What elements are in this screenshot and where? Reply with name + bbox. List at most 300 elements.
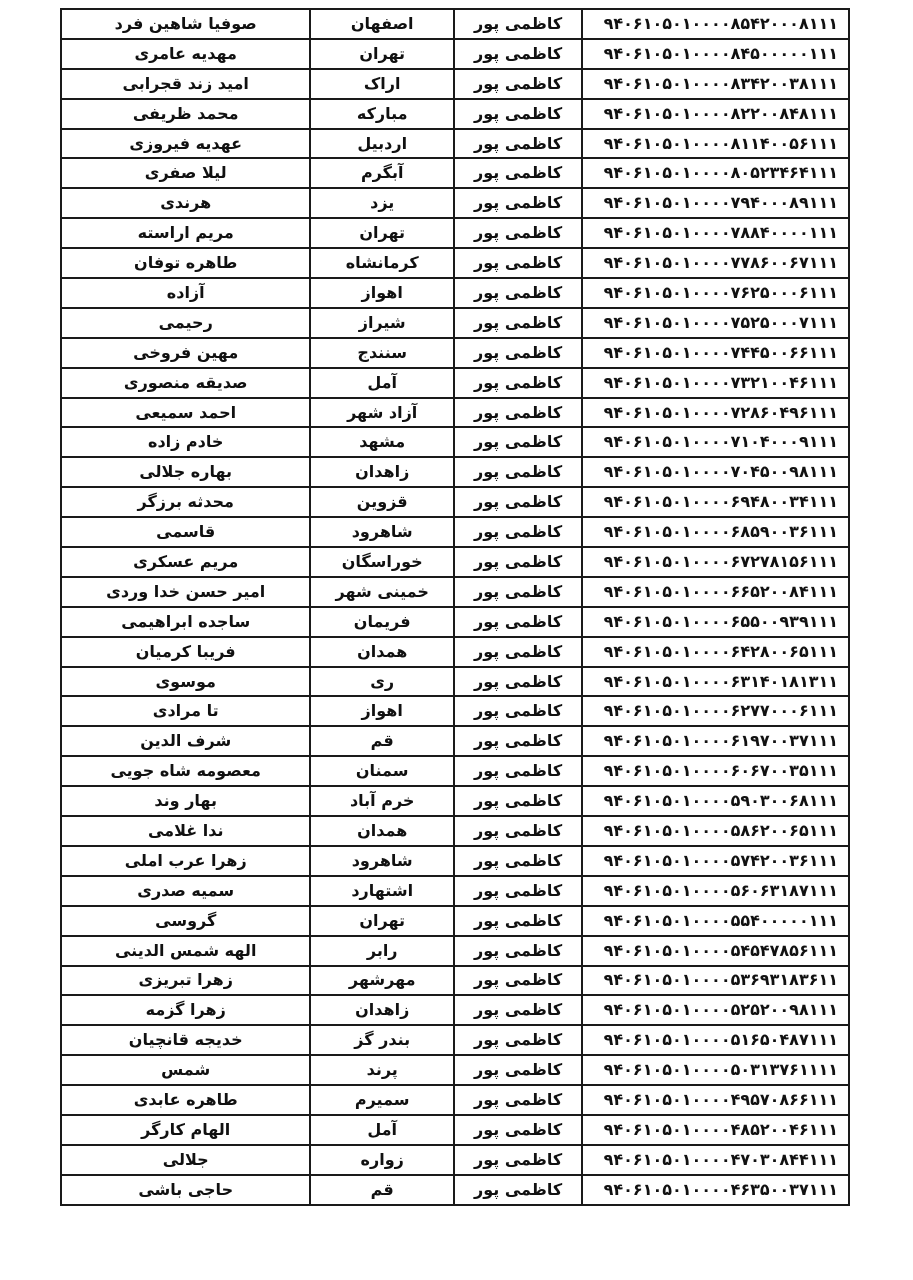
city-cell [310,69,454,99]
table-row [61,308,849,338]
city-cell [310,577,454,607]
city-cell [310,547,454,577]
city-cell [310,846,454,876]
city-cell [310,188,454,218]
city-cell [310,906,454,936]
family-name-text: کاظمی پور [474,611,563,631]
name-text: شرف الدین [140,731,232,751]
family-name-text: کاظمی پور [474,1119,563,1139]
iban-text: ۹۴۰۶۱۰۵۰۱۰۰۰۰۶۷۲۷۸۱۵۶۱۱۱ [603,551,838,571]
family-name-text: کاظمی پور [474,43,563,63]
name-cell [61,547,310,577]
table-row [61,248,849,278]
family-name-text: کاظمی پور [474,372,563,392]
iban-text: ۹۴۰۶۱۰۵۰۱۰۰۰۰۶۰۶۷۰۰۳۵۱۱۱ [603,761,838,781]
name-text: مهین فروخی [133,342,239,362]
family-name-cell [454,667,582,697]
name-cell [61,457,310,487]
city-text: سنندج [357,342,407,362]
city-text: قم [370,1179,394,1199]
family-name-cell [454,1145,582,1175]
city-cell [310,786,454,816]
family-name-text: کاظمی پور [474,193,563,213]
city-cell [310,936,454,966]
city-text: اهواز [361,282,403,302]
table-row [61,1145,849,1175]
family-name-cell [454,487,582,517]
iban-cell [582,995,849,1025]
name-text: احمد سمیعی [135,402,237,422]
city-text: آزاد شهر [347,402,418,422]
table-row [61,457,849,487]
city-cell [310,129,454,159]
family-name-cell [454,158,582,188]
family-name-text: کاظمی پور [474,551,563,571]
family-name-cell [454,1025,582,1055]
table-row [61,607,849,637]
family-name-text: کاظمی پور [474,1149,563,1169]
iban-text: ۹۴۰۶۱۰۵۰۱۰۰۰۰۶۸۵۹۰۰۳۶۱۱۱ [603,522,838,542]
family-name-text: کاظمی پور [474,850,563,870]
family-name-cell [454,995,582,1025]
iban-cell [582,1175,849,1205]
city-text: رابر [366,940,398,960]
city-cell [310,607,454,637]
city-text: شاهرود [351,522,413,542]
city-cell [310,1145,454,1175]
family-name-text: کاظمی پور [474,820,563,840]
table-row [61,218,849,248]
city-text: زاهدان [355,1000,410,1020]
family-name-cell [454,876,582,906]
city-cell [310,99,454,129]
name-text: آزاده [166,282,205,302]
name-cell [61,487,310,517]
city-cell [310,218,454,248]
iban-text: ۹۴۰۶۱۰۵۰۱۰۰۰۰۶۲۷۷۰۰۰۶۱۱۱ [603,701,838,721]
name-text: بهاره جلالی [139,462,233,482]
table-row [61,1115,849,1145]
name-text: محدثه برزگر [137,492,234,512]
family-name-text: کاظمی پور [474,522,563,542]
name-cell [61,637,310,667]
city-cell [310,1055,454,1085]
family-name-text: کاظمی پور [474,940,563,960]
family-name-cell [454,846,582,876]
city-text: همدان [357,820,408,840]
table-row [61,278,849,308]
table-row [61,39,849,69]
iban-text: ۹۴۰۶۱۰۵۰۱۰۰۰۰۷۹۴۰۰۰۸۹۱۱۱ [603,193,838,213]
table-row [61,188,849,218]
name-text: مریم عسکری [133,551,239,571]
name-text: سمیه صدری [137,880,235,900]
family-name-cell [454,1055,582,1085]
city-text: مشهد [359,432,406,452]
table-row [61,1175,849,1205]
iban-cell [582,607,849,637]
iban-text: ۹۴۰۶۱۰۵۰۱۰۰۰۰۵۹۰۳۰۰۶۸۱۱۱ [603,791,838,811]
name-text: مریم اراسته [137,223,234,243]
family-name-cell [454,368,582,398]
name-cell [61,218,310,248]
iban-cell [582,846,849,876]
table-row [61,637,849,667]
family-name-cell [454,547,582,577]
table-row [61,995,849,1025]
iban-cell [582,517,849,547]
iban-cell [582,1025,849,1055]
family-name-text: کاظمی پور [474,253,563,273]
city-cell [310,726,454,756]
table-row [61,816,849,846]
name-cell [61,846,310,876]
family-name-cell [454,607,582,637]
family-name-cell [454,936,582,966]
family-name-cell [454,696,582,726]
family-name-cell [454,756,582,786]
iban-cell [582,188,849,218]
family-name-text: کاظمی پور [474,492,563,512]
city-text: فریمان [353,611,411,631]
table-row [61,99,849,129]
city-cell [310,966,454,996]
name-text: موسوی [155,671,216,691]
iban-cell [582,1085,849,1115]
name-cell [61,129,310,159]
name-cell [61,427,310,457]
name-text: خادم زاده [148,432,224,452]
city-cell [310,1115,454,1145]
iban-text: ۹۴۰۶۱۰۵۰۱۰۰۰۰۷۲۸۶۰۴۹۶۱۱۱ [603,402,838,422]
family-name-text: کاظمی پور [474,462,563,482]
iban-text: ۹۴۰۶۱۰۵۰۱۰۰۰۰۵۶۰۶۳۱۸۷۱۱۱ [603,880,838,900]
city-cell [310,398,454,428]
name-cell [61,248,310,278]
table-row [61,1055,849,1085]
table-row [61,846,849,876]
name-cell [61,1055,310,1085]
name-cell [61,1115,310,1145]
iban-text: ۹۴۰۶۱۰۵۰۱۰۰۰۰۷۷۸۶۰۰۶۷۱۱۱ [603,253,838,273]
name-text: مهدیه عامری [134,43,237,63]
city-text: تهران [359,910,406,930]
name-cell [61,1145,310,1175]
family-name-cell [454,39,582,69]
iban-cell [582,248,849,278]
city-cell [310,158,454,188]
name-text: الهام کارگر [141,1119,231,1139]
iban-text: ۹۴۰۶۱۰۵۰۱۰۰۰۰۷۰۴۵۰۰۹۸۱۱۱ [603,462,838,482]
city-text: مهرشهر [348,970,416,990]
family-name-cell [454,248,582,278]
table-row [61,786,849,816]
family-name-text: کاظمی پور [474,163,563,183]
iban-cell [582,547,849,577]
city-text: اشتهارد [351,880,414,900]
city-cell [310,487,454,517]
iban-text: ۹۴۰۶۱۰۵۰۱۰۰۰۰۷۱۰۴۰۰۰۹۱۱۱ [603,432,838,452]
name-text: رحیمی [158,312,213,332]
table-row [61,696,849,726]
name-cell [61,756,310,786]
iban-cell [582,726,849,756]
family-name-cell [454,1115,582,1145]
iban-cell [582,69,849,99]
name-cell [61,69,310,99]
iban-cell [582,9,849,39]
family-name-cell [454,427,582,457]
family-name-text: کاظمی پور [474,880,563,900]
family-name-cell [454,786,582,816]
city-cell [310,816,454,846]
table-row [61,427,849,457]
name-text: صدیقه منصوری [123,372,248,392]
iban-cell [582,876,849,906]
table-row [61,398,849,428]
iban-cell [582,936,849,966]
family-name-text: کاظمی پور [474,731,563,751]
iban-cell [582,966,849,996]
iban-cell [582,158,849,188]
name-text: فریبا کرمیان [135,641,236,661]
iban-cell [582,906,849,936]
city-text: سمنان [355,761,409,781]
family-name-text: کاظمی پور [474,1090,563,1109]
family-name-cell [454,816,582,846]
iban-text: ۹۴۰۶۱۰۵۰۱۰۰۰۰۶۴۲۸۰۰۶۵۱۱۱ [603,641,838,661]
family-name-cell [454,99,582,129]
table-row [61,9,849,39]
name-text: زهرا تبریزی [138,970,233,990]
family-name-text: کاظمی پور [474,641,563,661]
city-cell [310,338,454,368]
name-cell [61,338,310,368]
name-cell [61,398,310,428]
city-text: قم [370,731,394,751]
iban-cell [582,427,849,457]
iban-cell [582,667,849,697]
table-row [61,158,849,188]
table-row [61,906,849,936]
name-text: تا مرادی [152,701,219,721]
city-text: زواره [360,1149,404,1169]
city-text: قزوین [356,492,408,512]
iban-text: ۹۴۰۶۱۰۵۰۱۰۰۰۰۷۵۲۵۰۰۰۷۱۱۱ [603,312,838,332]
iban-text: ۹۴۰۶۱۰۵۰۱۰۰۰۰۵۵۴۰۰۰۰۰۱۱۱ [603,910,838,930]
family-name-text: کاظمی پور [474,133,563,153]
name-text: صوفیا شاهین فرد [114,13,257,33]
iban-text: ۹۴۰۶۱۰۵۰۱۰۰۰۰۶۳۱۴۰۱۸۱۳۱۱ [603,671,838,691]
family-name-cell [454,278,582,308]
city-text: پرند [366,1060,398,1080]
family-name-text: کاظمی پور [474,342,563,362]
city-text: اردبیل [357,133,408,153]
name-cell [61,726,310,756]
iban-text: ۹۴۰۶۱۰۵۰۱۰۰۰۰۷۸۸۴۰۰۰۰۱۱۱ [603,223,838,243]
name-cell [61,786,310,816]
city-text: اراک [363,73,401,93]
city-cell [310,756,454,786]
table-row [61,726,849,756]
family-name-text: کاظمی پور [474,910,563,930]
iban-text: ۹۴۰۶۱۰۵۰۱۰۰۰۰۶۶۵۲۰۰۸۴۱۱۱ [603,581,838,601]
name-text: ندا غلامی [147,820,224,840]
family-name-cell [454,398,582,428]
city-cell [310,995,454,1025]
name-text: محمد ظریفی [132,103,239,123]
city-text: اهواز [361,701,403,721]
name-text: لیلا صفری [144,163,227,183]
city-cell [310,248,454,278]
name-cell [61,158,310,188]
table-row [61,667,849,697]
city-cell [310,9,454,39]
name-cell [61,906,310,936]
city-text: آبگرم [360,163,404,183]
name-cell [61,816,310,846]
table-row [61,876,849,906]
name-text: طاهره توفان [134,253,238,273]
iban-cell [582,786,849,816]
city-cell [310,876,454,906]
family-name-text: کاظمی پور [474,1030,563,1050]
family-name-text: کاظمی پور [474,1000,563,1020]
iban-text: ۹۴۰۶۱۰۵۰۱۰۰۰۰۴۹۵۷۰۸۶۶۱۱۱ [603,1090,838,1109]
table-row [61,1025,849,1055]
table-row [61,338,849,368]
city-cell [310,1175,454,1205]
name-cell [61,99,310,129]
name-cell [61,667,310,697]
name-text: معصومه شاه جویی [110,761,261,781]
iban-text: ۹۴۰۶۱۰۵۰۱۰۰۰۰۷۳۲۱۰۰۴۶۱۱۱ [603,372,838,392]
name-cell [61,876,310,906]
iban-text: ۹۴۰۶۱۰۵۰۱۰۰۰۰۵۳۶۹۳۱۸۳۶۱۱ [603,970,838,990]
table-row [61,936,849,966]
family-name-cell [454,637,582,667]
iban-cell [582,816,849,846]
family-name-text: کاظمی پور [474,701,563,721]
family-name-text: کاظمی پور [474,970,563,990]
city-text: یزد [370,193,395,213]
family-name-text: کاظمی پور [474,671,563,691]
name-cell [61,607,310,637]
name-text: هرندی [160,193,212,213]
family-name-text: کاظمی پور [474,761,563,781]
iban-text: ۹۴۰۶۱۰۵۰۱۰۰۰۰۵۸۶۲۰۰۶۵۱۱۱ [603,820,838,840]
city-text: مبارکه [356,103,408,123]
family-name-text: کاظمی پور [474,581,563,601]
iban-text: ۹۴۰۶۱۰۵۰۱۰۰۰۰۵۷۴۲۰۰۳۶۱۱۱ [603,850,838,870]
name-cell [61,308,310,338]
records-table [60,8,850,1206]
city-text: سمیرم [354,1090,410,1109]
city-cell [310,637,454,667]
iban-cell [582,1115,849,1145]
name-text: گروسی [155,910,217,930]
family-name-cell [454,1175,582,1205]
iban-cell [582,129,849,159]
iban-text: ۹۴۰۶۱۰۵۰۱۰۰۰۰۸۴۵۰۰۰۰۰۱۱۱ [603,43,838,63]
iban-text: ۹۴۰۶۱۰۵۰۱۰۰۰۰۸۱۱۴۰۰۵۶۱۱۱ [603,133,838,153]
city-text: تهران [359,223,406,243]
name-cell [61,696,310,726]
family-name-text: کاظمی پور [474,282,563,302]
name-cell [61,39,310,69]
iban-text: ۹۴۰۶۱۰۵۰۱۰۰۰۰۶۹۴۸۰۰۳۴۱۱۱ [603,492,838,512]
city-text: آمل [367,1119,398,1139]
city-text: اصفهان [350,13,414,33]
name-text: خدیجه قانچیان [128,1030,243,1050]
name-text: عهدیه فیروزی [129,133,243,153]
table-row [61,547,849,577]
name-cell [61,9,310,39]
table-row [61,577,849,607]
name-text: جلالی [162,1149,209,1169]
name-text: ساجده ابراهیمی [121,611,251,631]
iban-text: ۹۴۰۶۱۰۵۰۱۰۰۰۰۸۳۴۲۰۰۳۸۱۱۱ [603,73,838,93]
family-name-cell [454,129,582,159]
city-cell [310,696,454,726]
table-row [61,487,849,517]
name-text: قاسمی [156,522,216,542]
iban-text: ۹۴۰۶۱۰۵۰۱۰۰۰۰۷۴۴۵۰۰۶۶۱۱۱ [603,342,838,362]
iban-text: ۹۴۰۶۱۰۵۰۱۰۰۰۰۵۱۶۵۰۴۸۷۱۱۱ [603,1030,838,1050]
city-cell [310,278,454,308]
family-name-text: کاظمی پور [474,1060,563,1080]
city-text: آمل [367,372,398,392]
iban-cell [582,577,849,607]
name-text: شمس [161,1060,211,1080]
name-text: امید زند قجرابی [122,73,249,93]
iban-text: ۹۴۰۶۱۰۵۰۱۰۰۰۰۶۵۵۰۰۹۳۹۱۱۱ [603,611,838,631]
name-cell [61,278,310,308]
table-row [61,69,849,99]
family-name-text: کاظمی پور [474,103,563,123]
name-cell [61,577,310,607]
name-cell [61,368,310,398]
name-cell [61,995,310,1025]
city-cell [310,39,454,69]
name-text: الهه شمس الدینی [114,940,257,960]
family-name-cell [454,9,582,39]
family-name-cell [454,188,582,218]
family-name-text: کاظمی پور [474,402,563,422]
document-page [60,8,850,1206]
city-text: تهران [359,43,406,63]
name-text: بهار وند [154,791,217,811]
iban-cell [582,39,849,69]
city-text: زاهدان [355,462,410,482]
family-name-cell [454,308,582,338]
iban-text: ۹۴۰۶۱۰۵۰۱۰۰۰۰۵۲۵۲۰۰۹۸۱۱۱ [603,1000,838,1020]
iban-text: ۹۴۰۶۱۰۵۰۱۰۰۰۰۸۰۵۲۳۴۶۴۱۱۱ [603,163,838,183]
iban-text: ۹۴۰۶۱۰۵۰۱۰۰۰۰۴۸۵۲۰۰۴۶۱۱۱ [603,1119,838,1139]
iban-cell [582,1055,849,1085]
iban-text: ۹۴۰۶۱۰۵۰۱۰۰۰۰۴۷۰۳۰۸۴۴۱۱۱ [603,1149,838,1169]
city-cell [310,517,454,547]
name-text: طاهره عابدی [133,1090,238,1109]
city-text: خوراسگان [341,551,423,571]
iban-cell [582,457,849,487]
iban-cell [582,398,849,428]
name-text: زهرا گزمه [145,1000,226,1020]
family-name-cell [454,577,582,607]
iban-cell [582,338,849,368]
city-text: بندر گز [354,1030,411,1050]
family-name-cell [454,69,582,99]
